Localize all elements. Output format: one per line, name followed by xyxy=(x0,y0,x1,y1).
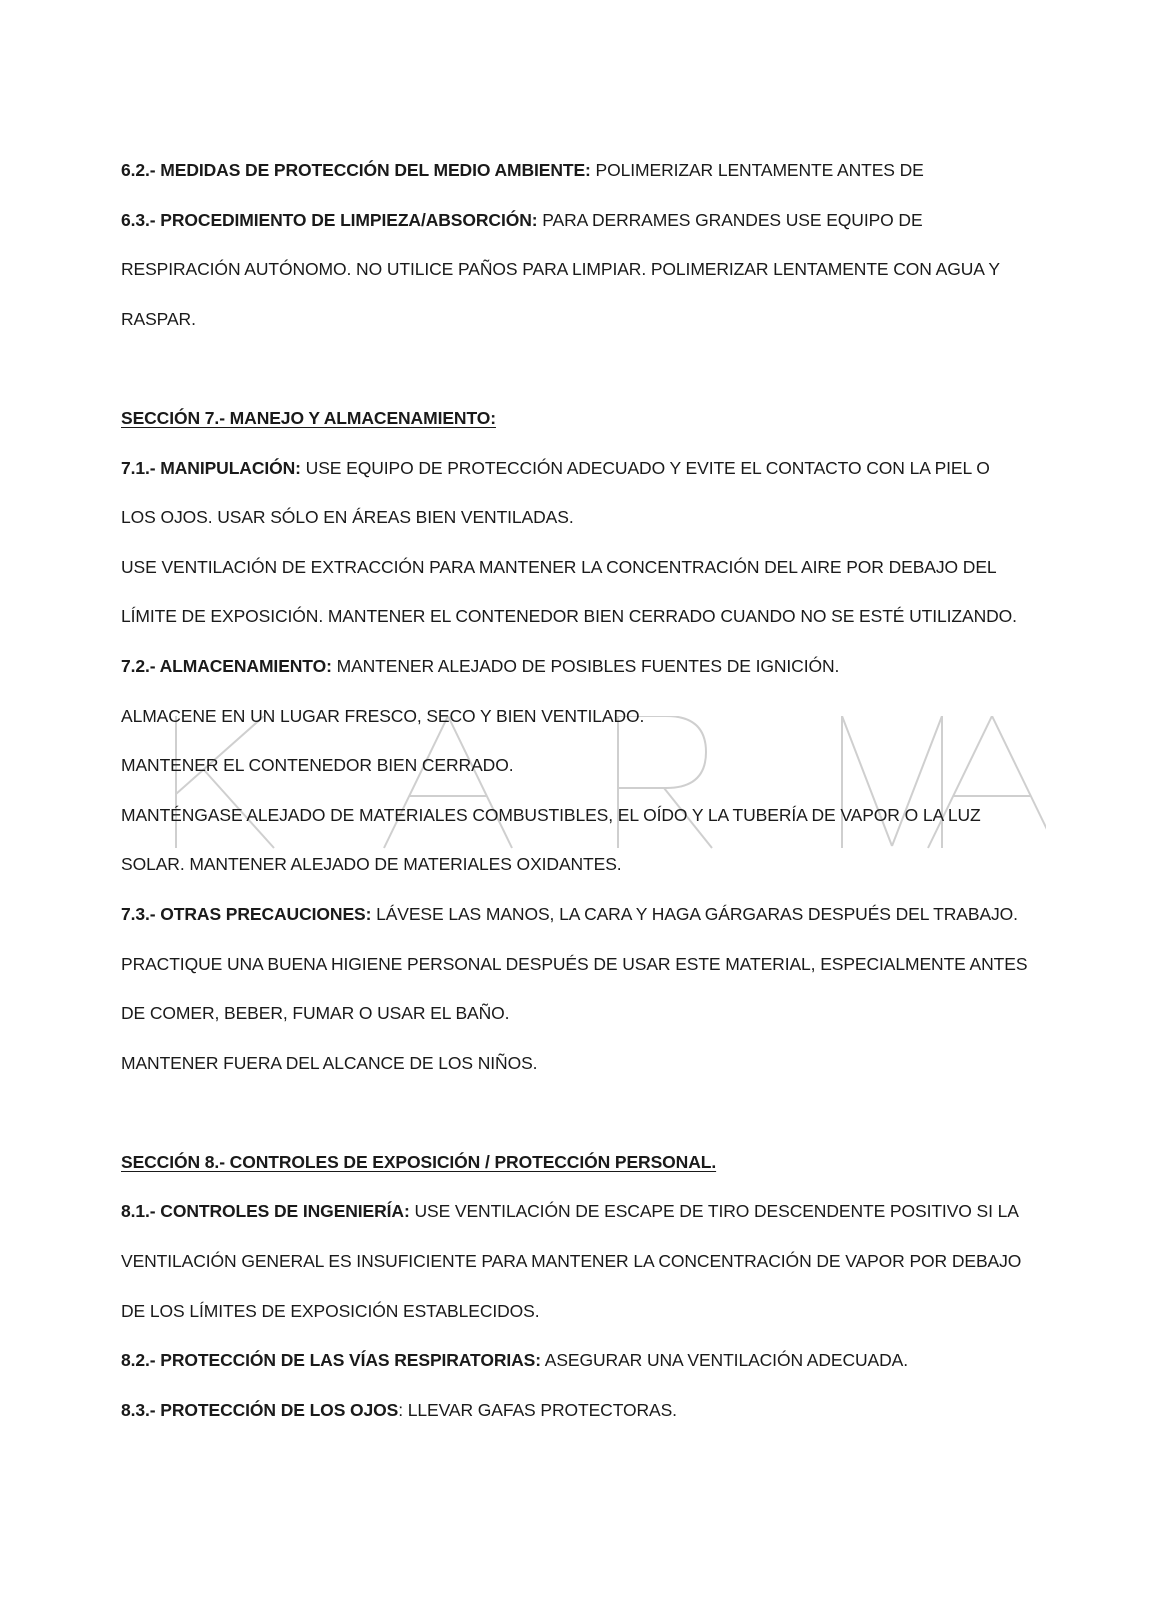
body-text: POLIMERIZAR LENTAMENTE ANTES DE xyxy=(590,160,924,180)
text-line xyxy=(121,642,1101,692)
body-text: MANTÉNGASE ALEJADO DE MATERIALES COMBUSTIBLES, EL OÍDO Y LA TUBERÍA DE VAPOR O LA LUZ xyxy=(121,804,981,825)
body-text: ALMACENE EN UN LUGAR FRESCO, SECO Y BIEN VENTILADO. xyxy=(121,705,645,726)
section-heading: SECCIÓN 8.- CONTROLES DE EXPOSICIÓN / PROTECCIÓN PERSONAL. xyxy=(121,1151,717,1172)
subsection-label: 7.1.- MANIPULACIÓN: xyxy=(121,457,301,478)
subsection-label: 6.3.- PROCEDIMIENTO DE LIMPIEZA/ABSORCIÓN: xyxy=(121,209,538,230)
subsection-label: 8.3.- PROTECCIÓN DE LOS OJOS xyxy=(121,1399,399,1420)
body-text: MANTENER ALEJADO DE POSIBLES FUENTES DE IGNICIÓN. xyxy=(331,655,840,676)
subsection-label: 8.2.- PROTECCIÓN DE LAS VÍAS RESPIRATORIAS: xyxy=(121,1350,541,1371)
text-line xyxy=(121,295,1101,345)
body-text: LÁVESE LAS MANOS, LA CARA Y HAGA GÁRGARAS DESPUÉS DEL TRABAJO. xyxy=(371,903,1018,924)
text-line xyxy=(121,1386,1101,1436)
text-line xyxy=(121,543,1101,593)
body-text: ASEGURAR UNA VENTILACIÓN ADECUADA. xyxy=(540,1350,908,1371)
text-line xyxy=(121,1237,1101,1287)
body-text: RASPAR. xyxy=(121,308,196,329)
text-line xyxy=(121,196,1101,246)
body-text: DE LOS LÍMITES DE EXPOSICIÓN ESTABLECIDOS. xyxy=(121,1300,540,1321)
body-text: VENTILACIÓN GENERAL ES INSUFICIENTE PARA MANTENER LA CONCENTRACIÓN DE VAPOR POR DEBAJO xyxy=(121,1251,1022,1272)
text-line xyxy=(121,493,1101,543)
text-line xyxy=(121,1287,1101,1337)
body-text: USE VENTILACIÓN DE EXTRACCIÓN PARA MANTENER LA CONCENTRACIÓN DEL AIRE POR DEBAJO DEL xyxy=(121,556,997,577)
text-line xyxy=(121,592,1101,642)
text-line xyxy=(121,791,1101,841)
subsection-label: 7.3.- OTRAS PRECAUCIONES: xyxy=(121,903,372,924)
subsection-label: 7.2.- ALMACENAMIENTO: xyxy=(121,655,332,676)
text-line xyxy=(121,245,1101,295)
text-line xyxy=(121,741,1101,791)
subsection-label: 8.1.- CONTROLES DE INGENIERÍA: xyxy=(121,1201,410,1222)
text-line xyxy=(121,146,1101,196)
document-body xyxy=(121,146,1101,1435)
text-line xyxy=(121,940,1101,990)
body-text: SOLAR. MANTENER ALEJADO DE MATERIALES OXIDANTES. xyxy=(121,854,622,875)
text-line xyxy=(121,1187,1101,1237)
blank-line xyxy=(121,1088,1101,1138)
body-text: PRACTIQUE UNA BUENA HIGIENE PERSONAL DESPUÉS DE USAR ESTE MATERIAL, ESPECIALMENTE ANTES xyxy=(121,953,1028,974)
body-text: USE EQUIPO DE PROTECCIÓN ADECUADO Y EVITE EL CONTACTO CON LA PIEL O xyxy=(300,457,990,478)
text-line xyxy=(121,1336,1101,1386)
body-text: PARA DERRAMES GRANDES USE EQUIPO DE xyxy=(537,209,923,230)
body-text: MANTENER FUERA DEL ALCANCE DE LOS NIÑOS. xyxy=(121,1052,538,1073)
text-line xyxy=(121,890,1101,940)
body-text: RESPIRACIÓN AUTÓNOMO. NO UTILICE PAÑOS PARA LIMPIAR. POLIMERIZAR LENTAMENTE CON AGUA Y xyxy=(121,259,1000,280)
subsection-label: 6.2.- MEDIDAS DE PROTECCIÓN DEL MEDIO AMBIENTE: xyxy=(121,160,591,180)
body-text: DE COMER, BEBER, FUMAR O USAR EL BAÑO. xyxy=(121,1003,510,1024)
text-line xyxy=(121,1039,1101,1089)
body-text: LÍMITE DE EXPOSICIÓN. MANTENER EL CONTENEDOR BIEN CERRADO CUANDO NO SE ESTÉ UTILIZANDO. xyxy=(121,606,1017,627)
body-text: MANTENER EL CONTENEDOR BIEN CERRADO. xyxy=(121,755,514,776)
text-line xyxy=(121,692,1101,742)
blank-line xyxy=(121,344,1101,394)
body-text: LOS OJOS. USAR SÓLO EN ÁREAS BIEN VENTILADAS. xyxy=(121,507,574,528)
text-line xyxy=(121,840,1101,890)
body-text: USE VENTILACIÓN DE ESCAPE DE TIRO DESCENDENTE POSITIVO SI LA xyxy=(409,1201,1019,1222)
section-heading: SECCIÓN 7.- MANEJO Y ALMACENAMIENTO: xyxy=(121,407,496,428)
text-line xyxy=(121,444,1101,494)
body-text: : LLEVAR GAFAS PROTECTORAS. xyxy=(398,1399,677,1420)
text-line xyxy=(121,989,1101,1039)
